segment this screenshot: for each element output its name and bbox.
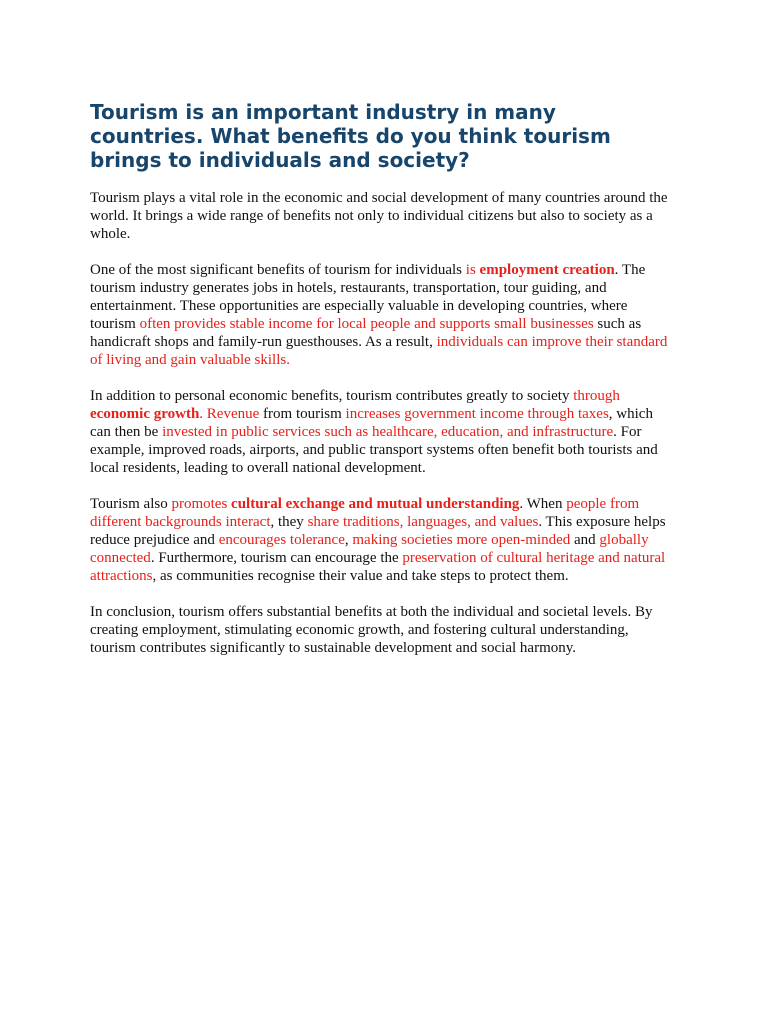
conclusion-paragraph (90, 603, 676, 657)
highlighted-text: encourages tolerance (218, 532, 345, 548)
body-text: . This exposure helps reduce prejudice and (90, 514, 666, 548)
highlighted-text: through (573, 388, 620, 404)
body-text: such as handicraft shops and family-run guesthouses. As a result, (90, 316, 642, 350)
body-text: In addition to personal economic benefits, tourism contributes greatly to society (90, 388, 574, 404)
body-text: . When (519, 496, 567, 512)
body-text: , (344, 532, 353, 548)
highlighted-text: globally connected (90, 532, 649, 566)
intro-paragraph (90, 189, 676, 243)
highlighted-text: share traditions, languages, and values (307, 514, 539, 530)
highlighted-text: people from different backgrounds interact (90, 496, 640, 530)
highlighted-text: promotes (171, 496, 232, 512)
highlighted-text: increases government income through taxes (345, 406, 609, 422)
body-text: . The tourism industry generates jobs in hotels, restaurants, transportation, tour guiding, and entertainment. These opportunities are especially valuable in developing countries, where tourism (90, 262, 646, 332)
body-text: , which can then be (90, 406, 653, 440)
body-text: . Furthermore, tourism can encourage the (150, 550, 403, 566)
body-text: Tourism also (90, 496, 172, 512)
highlighted-text: often provides stable income for local people and supports small businesses (139, 316, 594, 332)
body-text: . For example, improved roads, airports, and public transport systems often benefit both tourists and local residents, leading to overall national development. (90, 424, 658, 476)
highlighted-text: invested in public services such as healthcare, education, and infrastructure (162, 424, 614, 440)
economic-growth-paragraph (90, 387, 676, 477)
employment-paragraph (90, 261, 676, 369)
highlighted-text: individuals can improve their standard of living and gain valuable skills. (90, 334, 668, 368)
body-text: , they (270, 514, 308, 530)
body-text: and (570, 532, 600, 548)
body-text: Tourism plays a vital role in the economic and social development of many countries around the world. It brings a wide range of benefits not only to individual citizens but also to society as a whole. (90, 190, 668, 242)
highlighted-text: . Revenue (199, 406, 260, 422)
key-point-text: economic growth (90, 406, 200, 422)
key-point-text: cultural exchange and mutual understanding (231, 496, 520, 512)
highlighted-text: preservation of cultural heritage and natural attractions (90, 550, 666, 584)
key-point-text: employment creation (479, 262, 615, 278)
body-text: One of the most significant benefits of tourism for individuals (90, 262, 466, 278)
body-text: In conclusion, tourism offers substantial benefits at both the individual and societal levels. By creating employment, stimulating economic growth, and fostering cultural understanding, tourism contributes significantly to sustainable development and social harmony. (90, 604, 653, 656)
highlighted-text: making societies more open-minded (352, 532, 571, 548)
cultural-exchange-paragraph (90, 495, 676, 585)
document-page (90, 100, 676, 675)
essay-question-title: Tourism is an important industry in many countries. What benefits do you think tourism brings to individuals and society? (90, 100, 611, 172)
body-text: from tourism (259, 406, 346, 422)
body-text: , as communities recognise their value and take steps to protect them. (152, 568, 569, 584)
highlighted-text: is (465, 262, 480, 278)
